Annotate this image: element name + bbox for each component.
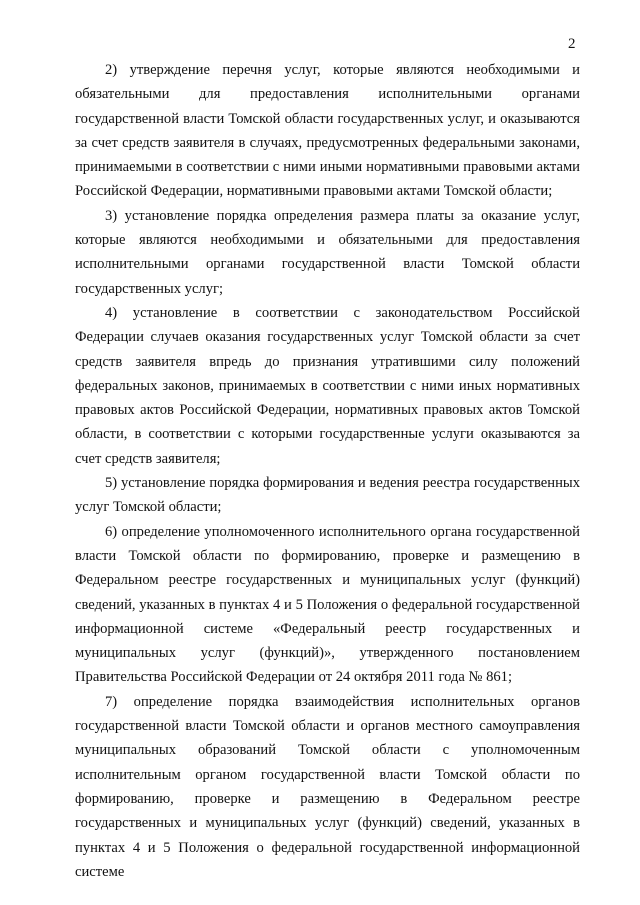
page-number: 2 — [568, 36, 576, 52]
paragraph-item-6: 6) определение уполномоченного исполнительного органа государственной власти Томской области по формированию, проверке и размещению в Федеральном реестре государственных и муниципальных услуг (функций) сведений, указанных в пунктах 4 и 5 Положения о федеральной государственной информационной системе «Федеральный реестр государственных и муниципальных услуг (функций)», утвержденного постановлением Правительства Российской Федерации от 24 октября 2011 года № 861; — [75, 523, 580, 686]
paragraph-item-5: 5) установление порядка формирования и ведения реестра государственных услуг Томской области; — [75, 475, 580, 516]
paragraph-item-3: 3) установление порядка определения размера платы за оказание услуг, которые являются необходимыми и обязательными для предоставления исполнительными органами государственной власти Томской области государственных услуг; — [75, 207, 580, 297]
paragraph-item-2: 2) утверждение перечня услуг, которые являются необходимыми и обязательными для предоставления исполнительными органами государственной власти Томской области государственных услуг, и оказываются за счет средств заявителя в случаях, предусмотренных федеральными законами, принимаемыми в соответствии с ними иными нормативными правовыми актами Российской Федерации, нормативными правовыми актами Томской области; — [75, 62, 580, 200]
paragraph-item-7: 7) определение порядка взаимодействия исполнительных органов государственной власти Томской области и органов местного самоуправления муниципальных образований Томской области с уполномоченным исполнительным органом государственной власти Томской области по формированию, проверке и размещению в Федеральном реестре государственных и муниципальных услуг (функций) сведений, указанных в пунктах 4 и 5 Положения о федеральной государственной информационной системе — [75, 693, 580, 880]
paragraph-item-4: 4) установление в соответствии с законодательством Российской Федерации случаев оказания государственных услуг Томской области за счет средств заявителя впредь до признания утратившими силу положений федеральных законов, принимаемых в соответствии с ними иных нормативных правовых актов Российской Федерации, нормативных правовых актов Томской области, в соответствии с которыми государственные услуги оказываются за счет средств заявителя; — [75, 304, 580, 467]
document-body — [75, 58, 580, 884]
